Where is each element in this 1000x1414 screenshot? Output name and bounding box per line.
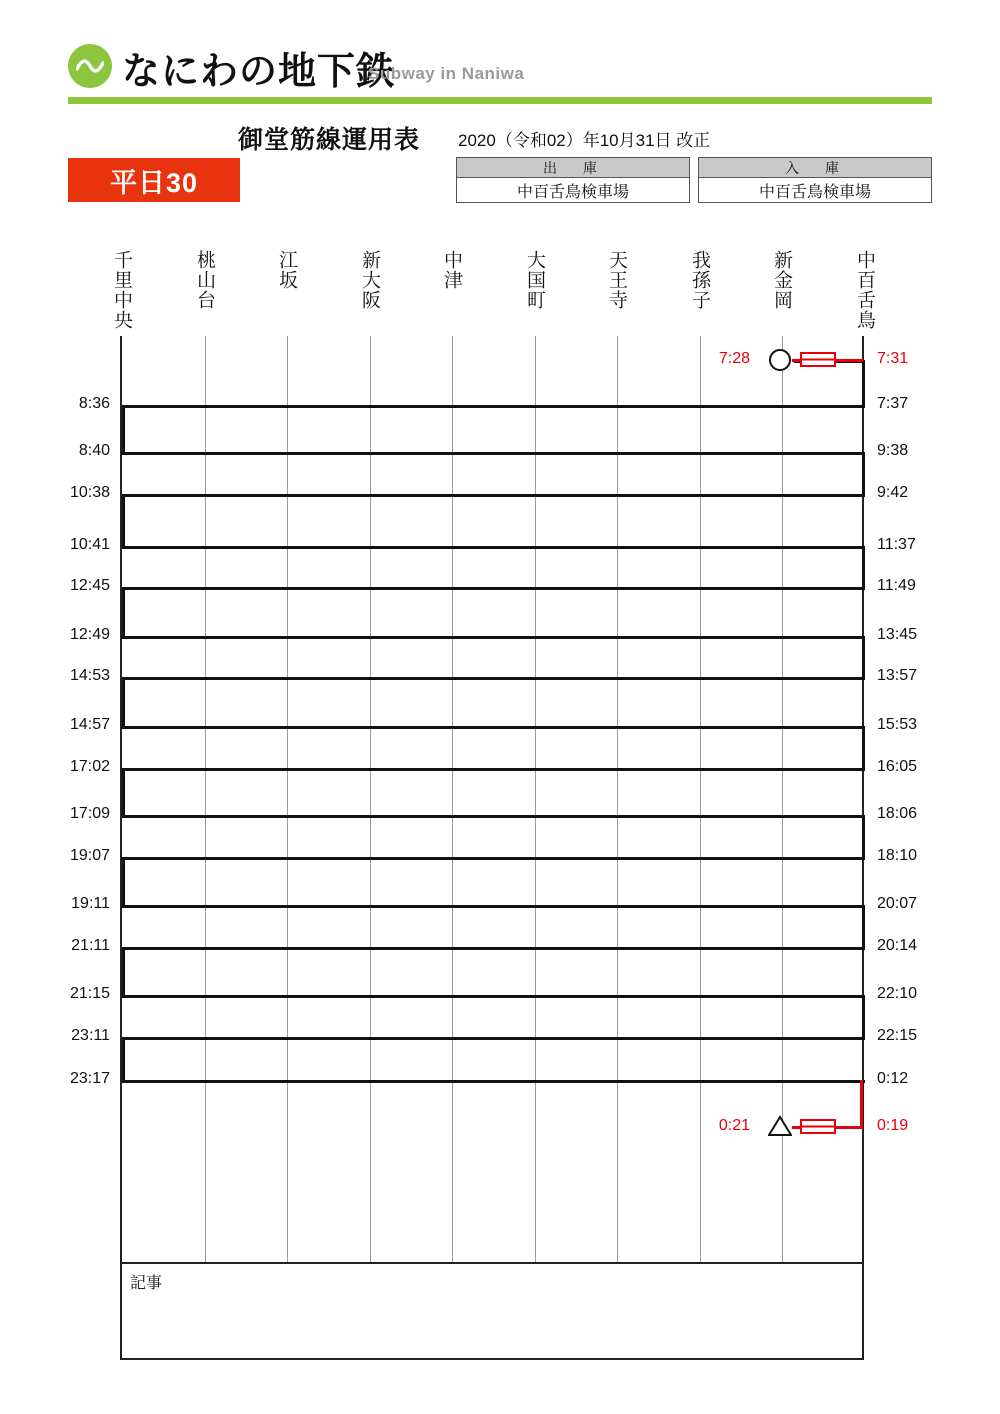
depot-out-value: 中百舌鳥検車場 — [456, 178, 690, 203]
run-time-right: 15:53 — [877, 716, 918, 733]
run-line — [122, 677, 865, 680]
run-line — [122, 726, 865, 729]
brand-name: なにわの地下鉄 — [122, 51, 396, 93]
header-divider-bar — [68, 97, 932, 104]
turnback-connector — [122, 1037, 125, 1080]
run-line — [122, 815, 865, 818]
run-line — [122, 494, 865, 497]
run-time-right: 20:07 — [877, 895, 918, 912]
station-gridline — [452, 336, 453, 1262]
depot-time-left: 7:28 — [718, 350, 750, 367]
station-gridline — [287, 336, 288, 1262]
run-time-left: 12:49 — [69, 626, 110, 643]
station-label: 中津 — [441, 250, 462, 290]
notes-box — [120, 1262, 864, 1360]
notes-label: 記事 — [130, 1275, 163, 1292]
run-time-right: 18:06 — [877, 805, 918, 822]
station-gridline — [370, 336, 371, 1262]
depot-track-icon — [800, 352, 836, 367]
run-time-right: 11:37 — [877, 536, 916, 553]
run-time-right: 9:42 — [877, 484, 909, 501]
run-time-right: 11:49 — [877, 577, 916, 594]
turnback-connector — [122, 857, 125, 905]
operation-diagram — [120, 336, 864, 1262]
page-header — [0, 0, 1000, 110]
turnback-connector — [122, 587, 125, 636]
station-label: 千里中央 — [111, 250, 132, 330]
depot-time-right: 7:31 — [877, 350, 909, 367]
station-label: 新大阪 — [359, 250, 380, 310]
turnback-connector — [862, 636, 865, 677]
run-time-left: 23:17 — [69, 1070, 110, 1087]
run-line — [122, 405, 865, 408]
station-label: 新金岡 — [771, 250, 792, 310]
turnback-connector — [862, 905, 865, 947]
station-label: 我孫子 — [689, 250, 710, 310]
run-line — [122, 768, 865, 771]
run-time-right: 20:14 — [877, 937, 918, 954]
turnback-connector — [862, 452, 865, 494]
revision-date: 2020（令和02）年10月31日 改正 — [458, 131, 711, 150]
turnback-connector — [862, 815, 865, 857]
station-gridline — [535, 336, 536, 1262]
run-line — [122, 905, 865, 908]
run-time-left: 12:45 — [69, 577, 110, 594]
run-line — [122, 1037, 865, 1040]
station-label: 天王寺 — [606, 250, 627, 310]
turnback-connector — [122, 405, 125, 452]
turnback-connector — [862, 995, 865, 1037]
run-line — [122, 452, 865, 455]
circle-marker-icon — [769, 349, 791, 371]
turnback-connector — [122, 947, 125, 995]
station-gridline — [617, 336, 618, 1262]
depot-entry-connector — [862, 360, 865, 405]
run-line — [122, 546, 865, 549]
run-time-left: 8:40 — [78, 442, 110, 459]
run-time-left: 10:41 — [69, 536, 110, 553]
depot-out-box — [456, 157, 690, 203]
subway-wave-logo-icon — [68, 44, 112, 88]
depot-time-right: 0:19 — [877, 1117, 909, 1134]
turnback-connector — [862, 546, 865, 587]
run-time-left: 21:11 — [71, 937, 110, 954]
run-time-left: 17:09 — [69, 805, 110, 822]
run-time-right: 16:05 — [877, 758, 918, 775]
station-label: 江坂 — [276, 250, 297, 290]
turnback-connector — [122, 768, 125, 815]
run-time-right: 13:57 — [877, 667, 918, 684]
run-line — [122, 587, 865, 590]
run-time-left: 14:53 — [69, 667, 110, 684]
station-gridline — [205, 336, 206, 1262]
run-time-right: 0:12 — [877, 1070, 909, 1087]
station-label: 中百舌鳥 — [854, 250, 875, 330]
run-time-right: 7:37 — [877, 395, 909, 412]
run-time-left: 17:02 — [69, 758, 110, 775]
run-line — [122, 857, 865, 860]
station-label: 桃山台 — [194, 250, 215, 310]
run-time-left: 8:36 — [78, 395, 110, 412]
page-title: 御堂筋線運用表 — [238, 126, 421, 154]
station-label: 大国町 — [524, 250, 545, 310]
depot-in-box — [698, 157, 932, 203]
brand-subtitle: Subway in Naniwa — [368, 64, 525, 83]
turnback-connector — [122, 494, 125, 546]
run-time-left: 19:07 — [69, 847, 110, 864]
run-time-right: 18:10 — [877, 847, 918, 864]
depot-out-header: 出 庫 — [456, 157, 690, 178]
run-time-left: 23:11 — [71, 1027, 110, 1044]
depot-in-value: 中百舌鳥検車場 — [698, 178, 932, 203]
depot-track-icon — [800, 1119, 836, 1134]
triangle-marker-icon — [768, 1115, 792, 1136]
run-line — [122, 995, 865, 998]
run-time-left: 14:57 — [69, 716, 110, 733]
turnback-connector — [122, 677, 125, 726]
run-line — [122, 1080, 865, 1083]
depot-time-left: 0:21 — [718, 1117, 750, 1134]
turnback-connector — [862, 726, 865, 768]
day-type-badge: 平日30 — [68, 158, 240, 202]
depot-in-header: 入 庫 — [698, 157, 932, 178]
run-time-right: 22:15 — [877, 1027, 918, 1044]
depot-exit-connector — [860, 1080, 863, 1127]
run-time-left: 10:38 — [69, 484, 110, 501]
wave-glyph — [76, 58, 104, 74]
run-time-right: 9:38 — [877, 442, 909, 459]
run-time-left: 21:15 — [69, 985, 110, 1002]
run-time-right: 22:10 — [877, 985, 918, 1002]
run-time-right: 13:45 — [877, 626, 918, 643]
run-line — [122, 636, 865, 639]
run-line — [122, 947, 865, 950]
run-time-left: 19:11 — [71, 895, 110, 912]
